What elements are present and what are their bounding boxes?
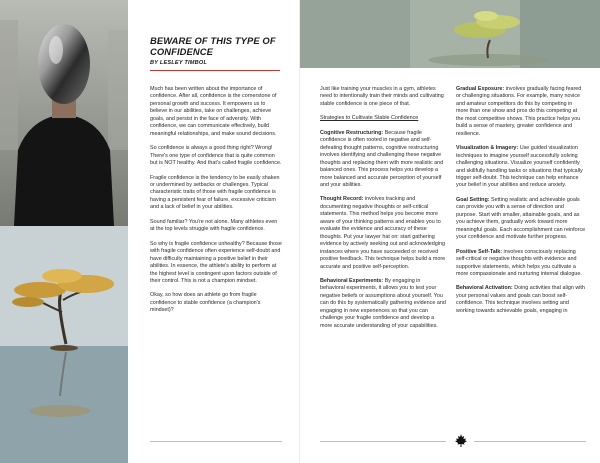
strategy-item — [456, 197, 586, 242]
section-subheading: Strategies to Cultivate Stable Confidence — [320, 115, 419, 122]
strategy-text: Use guided visualization techniques to imagine yourself successfully solving challenging situations. Visualize yourself confidently and skillfully handling tasks or situations that typically trigger self-doubt. This technique can help enhance your belief in your abilities and reduce anxiety. — [456, 145, 583, 189]
strategy-name: Thought Record: — [320, 196, 364, 203]
paragraph-intro: Just like training your muscles in a gym, athletes need to intentionally train their minds and cultivating stable confidence is one piece of that. — [320, 86, 444, 107]
column-3 — [456, 86, 586, 322]
paragraph: Sound familiar? You're not alone. Many athletes even at the top levels struggle with fragile confidence. — [150, 218, 278, 233]
article-header — [150, 36, 290, 66]
strategy-name: Positive Self-Talk: — [456, 248, 503, 255]
footer-rule-left — [150, 441, 282, 442]
strategy-text: involves consciously replacing self-critical or negative thoughts with evidence and supportive statements, which helps you cultivate a more compassionate and nurturing internal dialogue. — [456, 248, 582, 277]
photo-masked-man — [0, 0, 128, 226]
strategy-item — [456, 145, 586, 190]
strategy-name: Behavioral Experiments: — [320, 277, 384, 284]
paragraph: So why is fragile confidence unhealthy? Because those with fragile confidence often experience self-doubt and have difficulty maintaining a positive belief in their abilities. In essence, the athlete's ability to perform at the highest level is contingent upon factors outside of their control. This is not a champion mindset. — [150, 240, 282, 284]
strategy-item — [456, 249, 586, 279]
footer-rule-middle — [320, 441, 446, 442]
column-1 — [150, 86, 282, 322]
paragraph: So confidence is always a good thing right? Wrong! There's one type of confidence that is quite common but is NOT healthy. And that's called fragile confidence. — [150, 145, 282, 167]
strategy-text: Because fragile confidence is often rooted in negative and self-defeating thought patterns, cognitive restructuring involves identifying and challenging these negative thoughts and replacing them with more realistic and balanced ones. This process helps you develop a more balanced and accurate perception of yourself and your abilities. — [320, 129, 444, 188]
maple-leaf-icon — [455, 434, 467, 447]
strategy-text: By engaging in behavioral experiments, it allows you to test your negative beliefs or assumptions about yourself. You can do this by systematically gathering evidence and engaging in new experiences so that you can challenge your fragile confidence and develop a more accurate understanding of your capabilities. — [320, 277, 446, 329]
strategy-item — [320, 278, 446, 330]
paragraph: Much has been written about the importance of confidence. After all, confidence is the cornerstone of personal growth and success. It empowers us to believe in our abilities, take on challenges, achieve goals, and persist in the face of adversity. With confidence, we can communicate effectively, build meaningful relationships, and make sound decisions. — [150, 86, 277, 137]
strategy-text: involves gradually facing feared or challenging situations. For example, many novice and amateur competitors do this by competing in more than one show and pros do this competing at the most competitive shows. This practice helps you build a sense of mastery, greater confidence and resilience. — [456, 86, 582, 137]
strategy-text: involves tracking and documenting negative thoughts or self-critical statements. This method helps you become more aware of your thinking patterns and enables you to evaluate the evidence and accuracy of these thoughts. Put your lawyer hat on: start gathering evidence by actively seeking out and acknowledging instances where you have succeeded or received positive feedback. This technique helps build a more accurate and positive self-perception. — [320, 196, 446, 270]
strategy-name: Visualization & Imagery: — [456, 145, 519, 152]
photo-bonsai-tree — [0, 226, 128, 463]
strategy-name: Cognitive Restructuring: — [320, 129, 384, 136]
strategy-name: Goal Setting: — [456, 196, 490, 203]
strategy-text: Setting realistic and achievable goals can provide you with a sense of direction and purpose. Start with smaller, attainable goals, and as you achieve them, gradually work toward more meaningful goals. Each accomplishment can reinforce your confidence and motivate further progress. — [456, 196, 586, 241]
strategy-item — [456, 86, 586, 138]
strategy-item — [320, 130, 446, 190]
photo-lone-tree-water — [300, 0, 600, 68]
strategy-item — [456, 285, 586, 315]
article-title: BEWARE OF THIS TYPE OF CONFIDENCE — [150, 35, 276, 57]
footer-rule-right — [474, 441, 586, 442]
paragraph: Okay, so how does an athlete go from fragile confidence to stable confidence (a champion's mindset)? — [150, 292, 261, 314]
article-byline: BY LESLEY TIMBOL — [150, 60, 208, 66]
page-gutter — [299, 0, 300, 463]
strategy-text: Doing activities that align with your personal values and goals can boost self-confidence. This technique involves setting and working towards achievable goals, engaging in — [456, 285, 585, 314]
column-2 — [320, 86, 446, 337]
strategy-item — [320, 196, 446, 271]
strategy-name: Gradual Exposure: — [456, 86, 505, 92]
strategy-name: Behavioral Activation: — [456, 285, 513, 292]
paragraph: Fragile confidence is the tendency to be easily shaken or undermined by setbacks or challenges. Typical characteristic traits of those with fragile confidence is having a persistent fear of failure, excessive criticism and a lack of belief in your abilities. — [150, 174, 280, 211]
title-rule — [150, 70, 280, 71]
